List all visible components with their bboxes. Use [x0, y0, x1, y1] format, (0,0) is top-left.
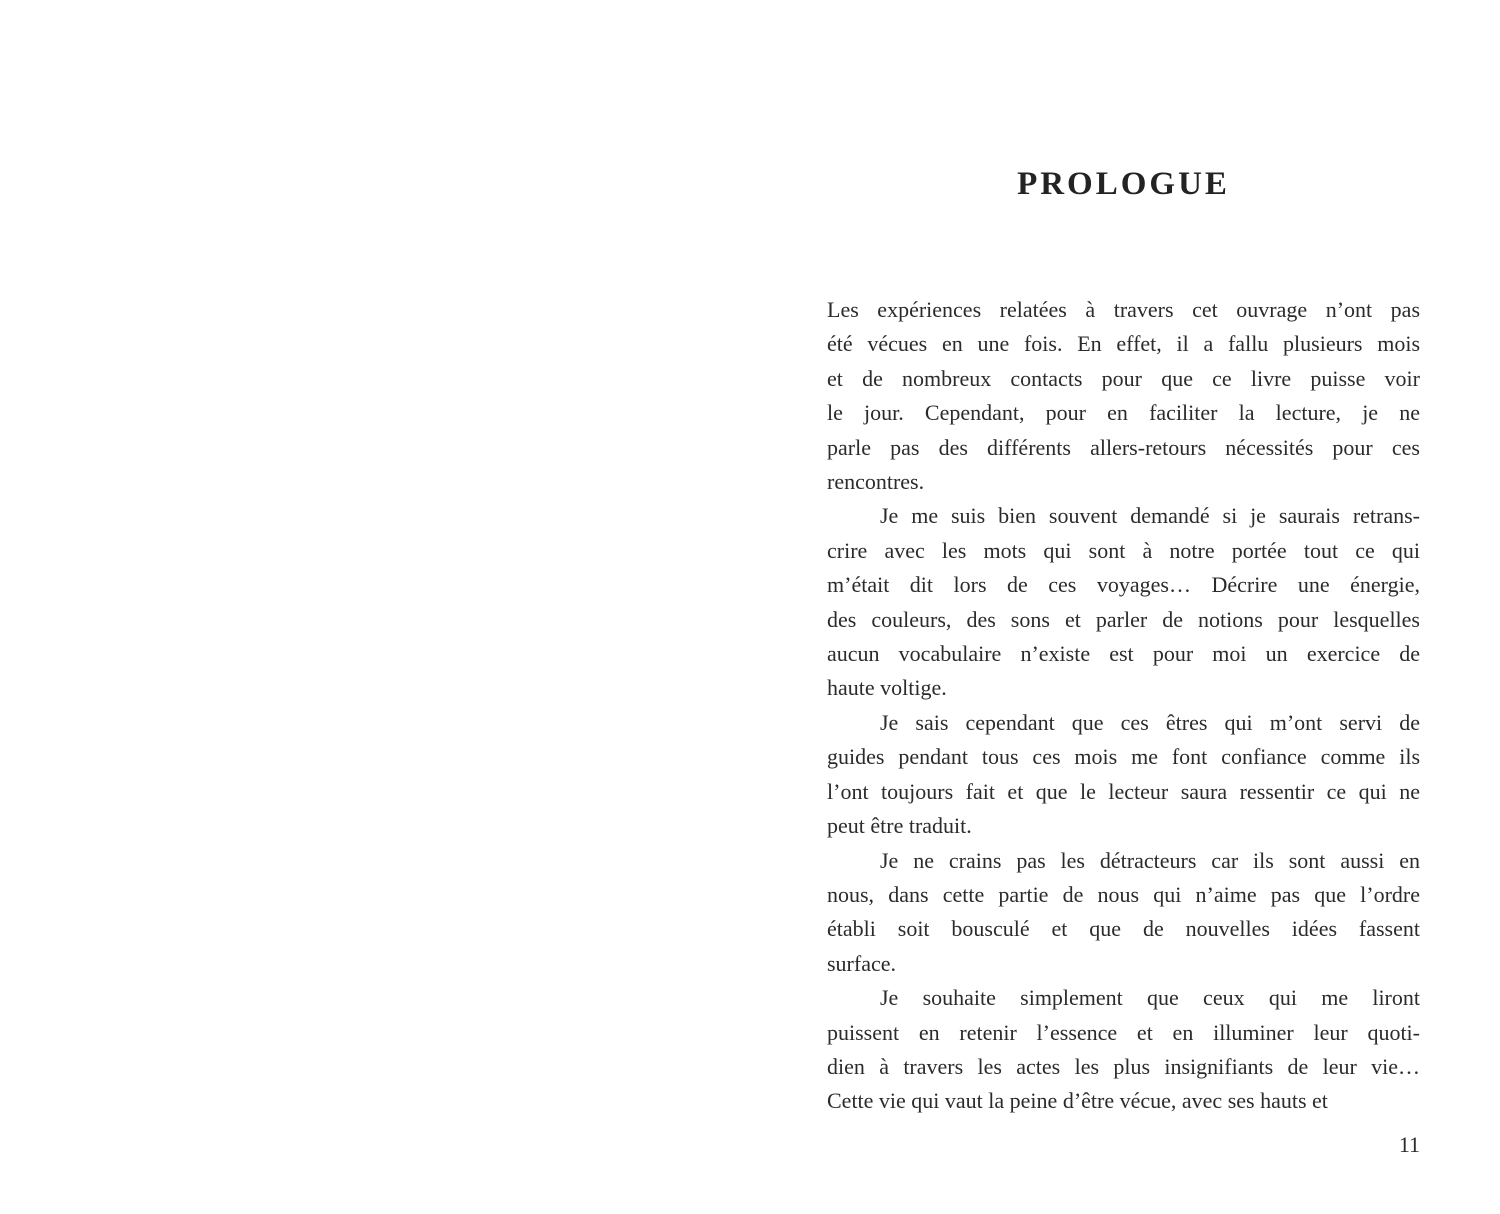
- page-number: 11: [1398, 1132, 1420, 1157]
- text-line: rencontres.: [827, 469, 925, 495]
- text-line: été vécues en une fois. En effet, il a fallu plusieurs mois: [827, 331, 1420, 357]
- text-line: m’était dit lors de ces voyages… Décrire une énergie,: [827, 572, 1420, 598]
- text-line: surface.: [827, 950, 897, 976]
- text-line: parle pas des différents allers-retours nécessités pour ces: [827, 434, 1420, 460]
- text-line: Les expériences relatées à travers cet ouvrage n’ont pas: [827, 297, 1420, 322]
- text-line: nous, dans cette partie de nous qui n’aime pas que l’ordre: [827, 881, 1420, 907]
- text-line: établi soit bousculé et que de nouvelles idées fassent: [827, 916, 1420, 942]
- body-text: [827, 293, 1420, 1119]
- text-line: des couleurs, des sons et parler de notions pour lesquelles: [827, 606, 1420, 632]
- text-line: l’ont toujours fait et que le lecteur saura ressentir ce qui ne: [827, 778, 1420, 804]
- text-line: Je ne crains pas les détracteurs car ils sont aussi en: [880, 847, 1420, 873]
- text-line: haute voltige.: [827, 675, 947, 701]
- text-line: le jour. Cependant, pour en faciliter la lecture, je ne: [827, 400, 1420, 426]
- text-line: Je sais cependant que ces êtres qui m’ont servi de: [880, 709, 1420, 735]
- text-line: Cette vie qui vaut la peine d’être vécue, avec ses hauts et: [827, 1088, 1328, 1114]
- chapter-title: PROLOGUE: [1017, 166, 1230, 202]
- text-line: peut être traduit.: [827, 813, 972, 839]
- text-line: et de nombreux contacts pour que ce livre puisse voir: [827, 365, 1420, 391]
- paragraph: [827, 981, 1420, 1119]
- text-line: puissent en retenir l’essence et en illuminer leur quoti-: [827, 1019, 1420, 1045]
- text-line: Je me suis bien souvent demandé si je saurais retrans-: [880, 503, 1420, 529]
- paragraph: [827, 844, 1420, 982]
- text-line: crire avec les mots qui sont à notre portée tout ce qui: [827, 537, 1420, 563]
- text-line: Je souhaite simplement que ceux qui me liront: [880, 985, 1420, 1011]
- paragraph: [827, 293, 1420, 499]
- text-line: guides pendant tous ces mois me font confiance comme ils: [827, 744, 1420, 770]
- paragraph: [827, 706, 1420, 844]
- text-line: dien à travers les actes les plus insignifiants de leur vie…: [827, 1053, 1420, 1079]
- paragraph: [827, 499, 1420, 705]
- text-line: aucun vocabulaire n’existe est pour moi un exercice de: [827, 641, 1420, 667]
